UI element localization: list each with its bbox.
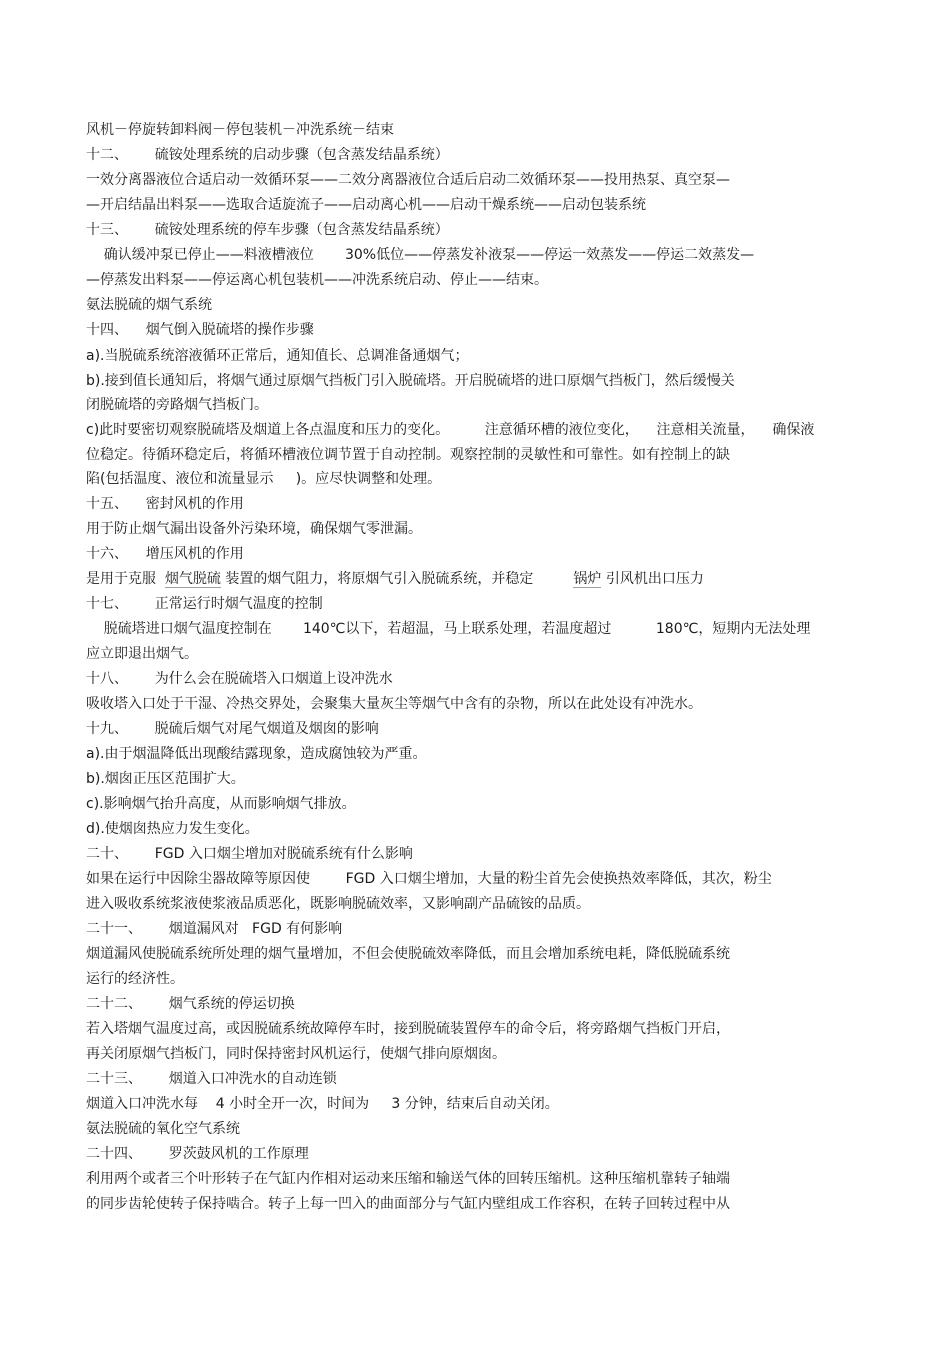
text-line: 二十四、 罗茨鼓风机的工作原理 bbox=[86, 1146, 309, 1162]
text-line: —停蒸发出料泵——停运离心机包装机——冲洗系统启动、停止——结束。 bbox=[86, 272, 548, 288]
text-line: —开启结晶出料泵——选取合适旋流子——启动离心机——启动干燥系统——启动包装系统 bbox=[86, 197, 646, 213]
text-line: 确认缓冲泵已停止——料液槽液位 30%低位——停蒸发补液泵——停运一效蒸发——停运二效蒸发— bbox=[86, 247, 755, 263]
text-line: 十三、 硫铵处理系统的停车步骤（包含蒸发结晶系统） bbox=[86, 222, 449, 238]
text-line: 位稳定。待循环稳定后，将循环槽液位调节置于自动控制。观察控制的灵敏性和可靠性。如有控制上的缺 bbox=[86, 447, 730, 463]
text-line: a).由于烟温降低出现酸结露现象，造成腐蚀较为严重。 bbox=[86, 746, 427, 762]
text-line: b).烟囱正压区范围扩大。 bbox=[86, 771, 245, 787]
text-line: 是用于克服 烟气脱硫 装置的烟气阻力，将原烟气引入脱硫系统，并稳定 锅炉 引风机出口压力 bbox=[86, 571, 704, 587]
text-line: 陷(包括温度、液位和流量显示 )。应尽快调整和处理。 bbox=[86, 471, 442, 487]
text-line: 进入吸收系统浆液使浆液品质恶化，既影响脱硫效率，又影响副产品硫铵的品质。 bbox=[86, 896, 590, 912]
text-line: 十六、 增压风机的作用 bbox=[86, 546, 244, 562]
text-line: 二十、 FGD 入口烟尘增加对脱硫系统有什么影响 bbox=[86, 846, 413, 862]
text-line: d).使烟囱热应力发生变化。 bbox=[86, 821, 259, 837]
link-fgd[interactable]: 烟气脱硫 bbox=[164, 571, 221, 587]
text-line: 用于防止烟气漏出设备外污染环境，确保烟气零泄漏。 bbox=[86, 521, 422, 537]
text-line: 烟道入口冲洗水每 4 小时全开一次，时间为 3 分钟，结束后自动关闭。 bbox=[86, 1096, 559, 1112]
text-line: 十八、 为什么会在脱硫塔入口烟道上设冲洗水 bbox=[86, 671, 393, 687]
text-line: 二十二、 烟气系统的停运切换 bbox=[86, 996, 295, 1012]
text-line: c).影响烟气抬升高度，从而影响烟气排放。 bbox=[86, 796, 356, 812]
text-line: 二十三、 烟道入口冲洗水的自动连锁 bbox=[86, 1071, 337, 1087]
text-line: 十九、 脱硫后烟气对尾气烟道及烟囱的影响 bbox=[86, 721, 379, 737]
text-line: 烟道漏风使脱硫系统所处理的烟气量增加，不但会使脱硫效率降低，而且会增加系统电耗，降低脱硫系统 bbox=[86, 946, 730, 962]
text-line: 一效分离器液位合适启动一效循环泵——二效分离器液位合适后启动二效循环泵——投用热泵、真空泵— bbox=[86, 172, 730, 188]
text-line: 风机－停旋转卸料阀－停包装机－冲洗系统－结束 bbox=[86, 122, 394, 138]
text-line: a).当脱硫系统溶液循环正常后，通知值长、总调准备通烟气； bbox=[86, 348, 469, 364]
text-line: b).接到值长通知后，将烟气通过原烟气挡板门引入脱硫塔。开启脱硫塔的进口原烟气挡板门，然后缓慢关 bbox=[86, 373, 735, 389]
text-line: 吸收塔入口处于干湿、冷热交界处，会聚集大量灰尘等烟气中含有的杂物，所以在此处设有冲洗水。 bbox=[86, 696, 702, 712]
text-line: 再关闭原烟气挡板门，同时保持密封风机运行，使烟气排向原烟囱。 bbox=[86, 1046, 506, 1062]
text-line: 的同步齿轮使转子保持啮合。转子上每一凹入的曲面部分与气缸内壁组成工作容积，在转子回转过程中从 bbox=[86, 1196, 730, 1212]
text-line: 十四、 烟气倒入脱硫塔的操作步骤 bbox=[86, 322, 314, 338]
link-boiler[interactable]: 锅炉 bbox=[573, 571, 602, 587]
text-line: 脱硫塔进口烟气温度控制在 140℃以下，若超温，马上联系处理，若温度超过 180℃，短期内无法处理 bbox=[86, 621, 811, 637]
text-line: 氨法脱硫的烟气系统 bbox=[86, 297, 212, 313]
text-line: 氨法脱硫的氧化空气系统 bbox=[86, 1121, 240, 1137]
text-line: c)此时要密切观察脱硫塔及烟道上各点温度和压力的变化。 注意循环槽的液位变化， 注意相关流量， 确保液 bbox=[86, 422, 815, 438]
text-line: 运行的经济性。 bbox=[86, 971, 184, 987]
text-line: 十五、 密封风机的作用 bbox=[86, 496, 244, 512]
text-line: 如果在运行中因除尘器故障等原因使 FGD 入口烟尘增加，大量的粉尘首先会使换热效率降低，其次，粉尘 bbox=[86, 871, 772, 887]
text-line: 若入塔烟气温度过高，或因脱硫系统故障停车时，接到脱硫装置停车的命令后，将旁路烟气挡板门开启， bbox=[86, 1021, 730, 1037]
text-line: 应立即退出烟气。 bbox=[86, 646, 198, 662]
text-line: 二十一、 烟道漏风对 FGD 有何影响 bbox=[86, 921, 343, 937]
text-line: 十二、 硫铵处理系统的启动步骤（包含蒸发结晶系统） bbox=[86, 147, 449, 163]
text-line: 十七、 正常运行时烟气温度的控制 bbox=[86, 596, 323, 612]
text-line: 闭脱硫塔的旁路烟气挡板门。 bbox=[86, 397, 268, 413]
text-line: 利用两个或者三个叶形转子在气缸内作相对运动来压缩和输送气体的回转压缩机。这种压缩机靠转子轴端 bbox=[86, 1171, 730, 1187]
